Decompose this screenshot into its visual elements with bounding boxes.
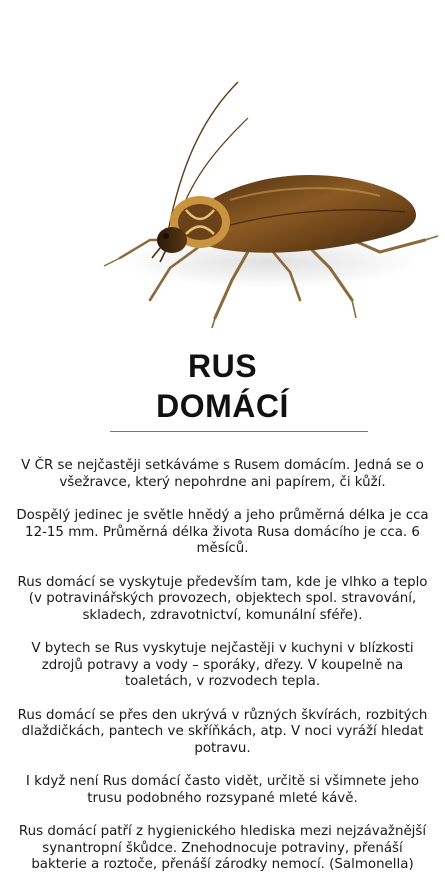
cockroach-icon [0,0,445,340]
article-body [14,458,431,891]
title-divider [110,431,368,432]
page-title: RUS [187,348,258,384]
paragraph-droppings: I když není Rus domácí často vidět, určitě si všimnete jeho trusu podobného rozsypané mleté kávě. [25,774,420,806]
cockroach-image [0,0,445,340]
page-title-second-line: DOMÁCÍ [156,388,289,424]
paragraph-description: Dospělý jedinec je světle hnědý a jeho průměrná délka je cca 12-15 mm. Průměrná délka života Rusa domácího je cca. 6 měsíců. [16,508,429,556]
paragraph-hygiene: Rus domácí patří z hygienického hlediska mezi nejzávažnější synantropní škůdce. Znehodnocuje potraviny, přenáší bakterie a roztoče, přenáší zárodky nemocí. (Salmonella) [18,824,427,872]
paragraph-home-occurrence: V bytech se Rus vyskytuje nejčastěji v kuchyni v blízkosti zdrojů potravy a vody – sporáky, dřezy. V koupelně na toaletách, v rozvodech tepla. [31,641,414,689]
paragraph-hiding-places: Rus domácí se přes den ukrývá v různých škvírách, rozbitých dlaždičkách, pantech ve skříňkách, atp. V noci vyráží hledat potravu. [17,707,428,756]
paragraph-habitat: Rus domácí se vyskytuje především tam, kde je vlhko a teplo (v potravinářských provozech, objektech spol. stravování, skladech, zdravotnictví, komunální sféře). [17,574,428,623]
paragraph-intro: V ČR se nejčastěji setkáváme s Rusem domácím. Jedná se o všežravce, který nepohrdne ani papírem, či kůží. [21,458,424,490]
